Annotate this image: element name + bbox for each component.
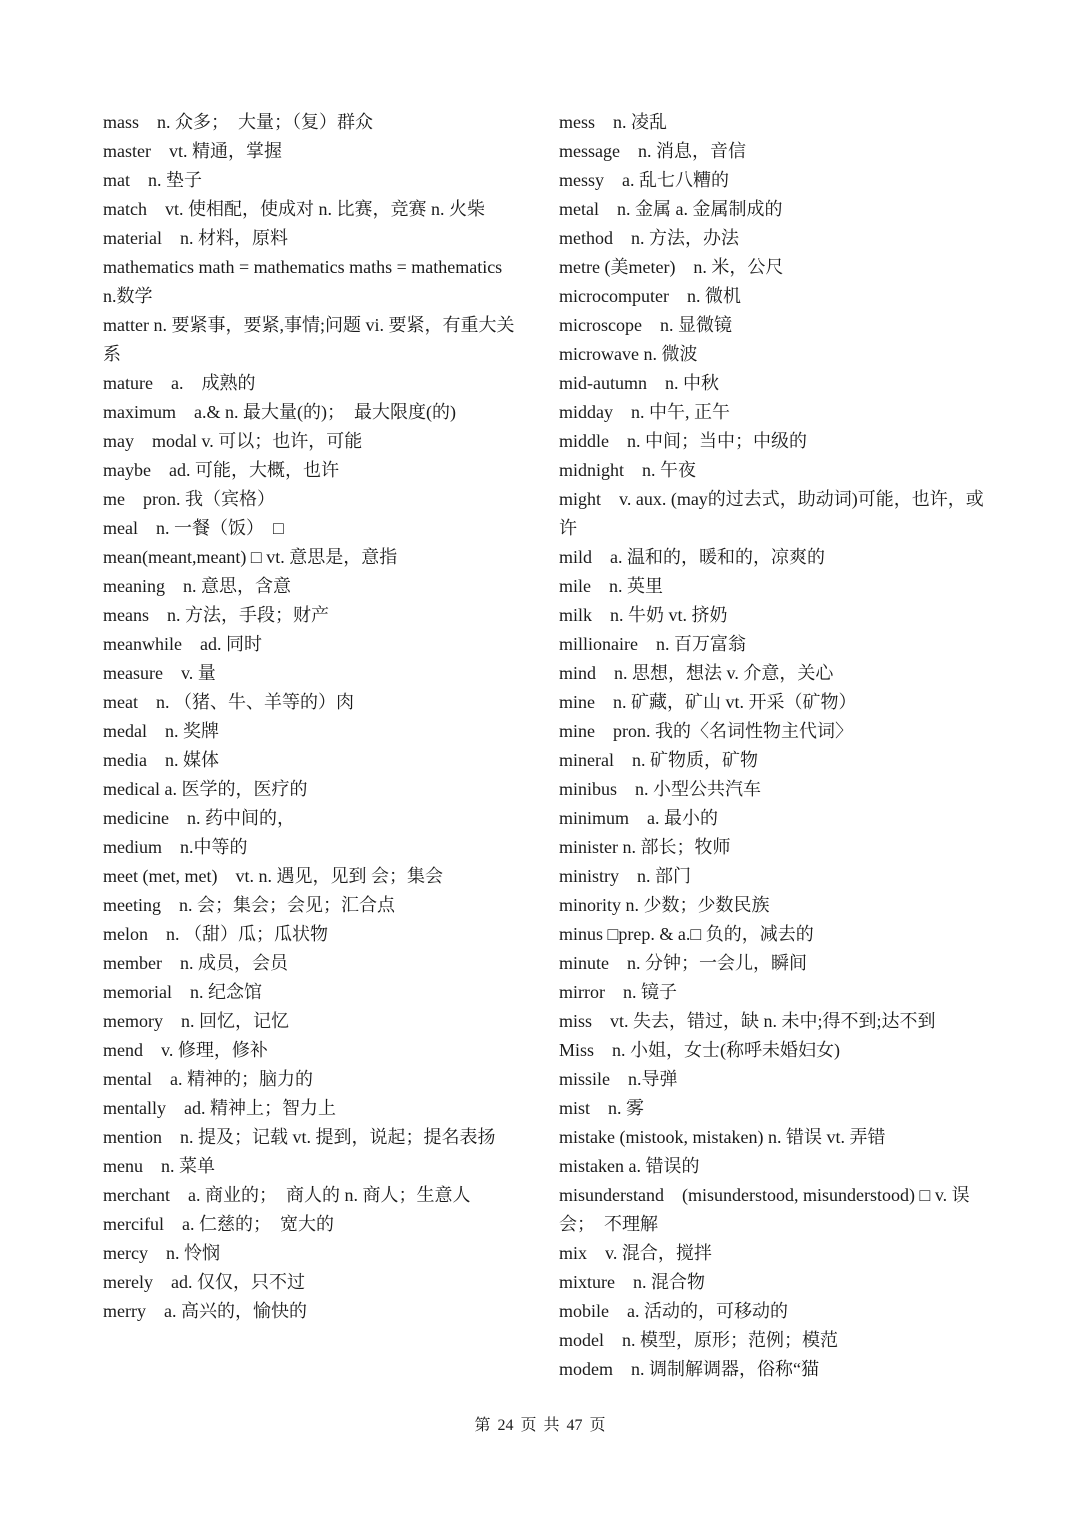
vocab-entry: master vt. 精通，掌握: [103, 141, 282, 161]
vocab-entry: mend v. 修理，修补: [103, 1040, 268, 1060]
vocab-entry: merciful a. 仁慈的； 宽大的: [103, 1214, 334, 1234]
left-column: [103, 108, 539, 1326]
vocab-entry: minus □prep. & a.□ 负的，减去的: [559, 924, 814, 944]
vocab-entry: minibus n. 小型公共汽车: [559, 779, 762, 799]
vocab-entry: minute n. 分钟；一会儿，瞬间: [559, 953, 807, 973]
vocab-entry: mix v. 混合，搅拌: [559, 1243, 712, 1263]
vocab-entry: midday n. 中午, 正午: [559, 402, 730, 422]
vocab-entry: mention n. 提及；记载 vt. 提到，说起；提名表扬: [103, 1127, 496, 1147]
vocab-entry: mistake (mistook, mistaken) n. 错误 vt. 弄错: [559, 1127, 886, 1147]
vocab-entry: midnight n. 午夜: [559, 460, 697, 480]
vocab-entry: mental a. 精神的；脑力的: [103, 1069, 313, 1089]
vocab-entry: mild a. 温和的，暖和的，凉爽的: [559, 547, 825, 567]
vocab-entry: mind n. 思想，想法 v. 介意，关心: [559, 663, 834, 683]
vocab-entry: mineral n. 矿物质，矿物: [559, 750, 758, 770]
vocab-entry: merry a. 高兴的，愉快的: [103, 1301, 307, 1321]
vocab-entry: meat n. （猪、牛、羊等的）肉: [103, 692, 354, 712]
vocab-entry: merchant a. 商业的； 商人的 n. 商人；生意人: [103, 1185, 471, 1205]
vocab-entry: medical a. 医学的，医疗的: [103, 779, 308, 799]
vocab-entry: matter n. 要紧事，要紧,事情;问题 vi. 要紧，有重大关系: [103, 315, 515, 364]
vocab-entry: Miss n. 小姐，女士(称呼未婚妇女): [559, 1040, 841, 1060]
vocab-entry: member n. 成员，会员: [103, 953, 288, 973]
vocab-entry: memory n. 回忆，记忆: [103, 1011, 289, 1031]
vocab-entry: melon n. （甜）瓜；瓜状物: [103, 924, 328, 944]
vocab-entry: mathematics math = mathematics maths = mathematics n.数学: [103, 257, 539, 306]
vocab-entry: match vt. 使相配，使成对 n. 比赛，竞赛 n. 火柴: [103, 199, 485, 219]
vocab-entry: merely ad. 仅仅，只不过: [103, 1272, 305, 1292]
vocab-entry: mature a. 成熟的: [103, 373, 256, 393]
vocab-entry: mobile a. 活动的，可移动的: [559, 1301, 788, 1321]
vocab-entry: medium n.中等的: [103, 837, 248, 857]
vocab-entry: microcomputer n. 微机: [559, 286, 741, 306]
vocab-entry: model n. 模型，原形；范例；模范: [559, 1330, 838, 1350]
vocab-entry: meanwhile ad. 同时: [103, 634, 262, 654]
vocab-entry: mass n. 众多； 大量；（复）群众: [103, 112, 373, 132]
vocab-entry: menu n. 菜单: [103, 1156, 215, 1176]
vocab-entry: material n. 材料，原料: [103, 228, 288, 248]
vocab-entry: media n. 媒体: [103, 750, 219, 770]
vocab-entry: mile n. 英里: [559, 576, 663, 596]
vocab-entry: medal n. 奖牌: [103, 721, 219, 741]
vocab-entry: meet (met, met) vt. n. 遇见，见到 会；集会: [103, 866, 443, 886]
vocab-entry: minority n. 少数；少数民族: [559, 895, 770, 915]
vocab-entry: metal n. 金属 a. 金属制成的: [559, 199, 783, 219]
vocab-entry: mixture n. 混合物: [559, 1272, 705, 1292]
vocab-entry: means n. 方法，手段；财产: [103, 605, 329, 625]
vocab-entry: milk n. 牛奶 vt. 挤奶: [559, 605, 728, 625]
vocab-entry: minimum a. 最小的: [559, 808, 718, 828]
vocab-entry: missile n.导弹: [559, 1069, 678, 1089]
vocab-entry: mist n. 雾: [559, 1098, 645, 1118]
vocab-entry: meeting n. 会；集会；会见；汇合点: [103, 895, 395, 915]
vocab-entry: mine n. 矿藏，矿山 vt. 开采（矿物）: [559, 692, 857, 712]
page-footer: 第 24 页 共 47 页: [474, 1417, 606, 1434]
vocab-entry: messy a. 乱七八糟的: [559, 170, 729, 190]
vocab-entry: microscope n. 显微镜: [559, 315, 732, 335]
vocab-entry: maximum a.& n. 最大量(的)； 最大限度(的): [103, 402, 456, 422]
vocab-entry: method n. 方法，办法: [559, 228, 739, 248]
vocab-entry: message n. 消息，音信: [559, 141, 746, 161]
right-column: [559, 108, 989, 1384]
vocab-entry: mistaken a. 错误的: [559, 1156, 700, 1176]
vocab-entry: meal n. 一餐（饭） □: [103, 518, 284, 538]
vocab-entry: measure v. 量: [103, 663, 216, 683]
vocab-entry: minister n. 部长；牧师: [559, 837, 731, 857]
vocab-entry: mess n. 凌乱: [559, 112, 667, 132]
vocab-entry: ministry n. 部门: [559, 866, 692, 886]
vocab-entry: mid-autumn n. 中秋: [559, 373, 719, 393]
vocab-entry: medicine n. 药中间的，: [103, 808, 295, 828]
vocab-entry: mirror n. 镜子: [559, 982, 677, 1002]
vocab-entry: mine pron. 我的〈名词性物主代词〉: [559, 721, 853, 741]
vocab-entry: mercy n. 怜悯: [103, 1243, 220, 1263]
vocab-entry: mean(meant,meant) □ vt. 意思是，意指: [103, 547, 398, 567]
vocab-entry: millionaire n. 百万富翁: [559, 634, 746, 654]
vocab-entry: modem n. 调制解调器，俗称“猫: [559, 1359, 819, 1379]
vocab-entry: might v. aux. (may的过去式，助动词)可能，也许，或许: [559, 489, 984, 538]
vocab-entry: memorial n. 纪念馆: [103, 982, 262, 1002]
vocab-entry: mat n. 垫子: [103, 170, 202, 190]
vocab-entry: miss vt. 失去，错过，缺 n. 未中;得不到;达不到: [559, 1011, 936, 1031]
vocab-entry: may modal v. 可以；也许，可能: [103, 431, 363, 451]
vocab-entry: meaning n. 意思，含意: [103, 576, 291, 596]
vocab-entry: mentally ad. 精神上；智力上: [103, 1098, 336, 1118]
vocab-entry: misunderstand (misunderstood, misunderstood) □ v. 误会； 不理解: [559, 1185, 970, 1234]
vocab-entry: me pron. 我（宾格）: [103, 489, 275, 509]
vocab-entry: microwave n. 微波: [559, 344, 698, 364]
vocab-entry: metre (美meter) n. 米，公尺: [559, 257, 784, 277]
vocab-entry: middle n. 中间；当中；中级的: [559, 431, 807, 451]
vocab-entry: maybe ad. 可能，大概，也许: [103, 460, 339, 480]
